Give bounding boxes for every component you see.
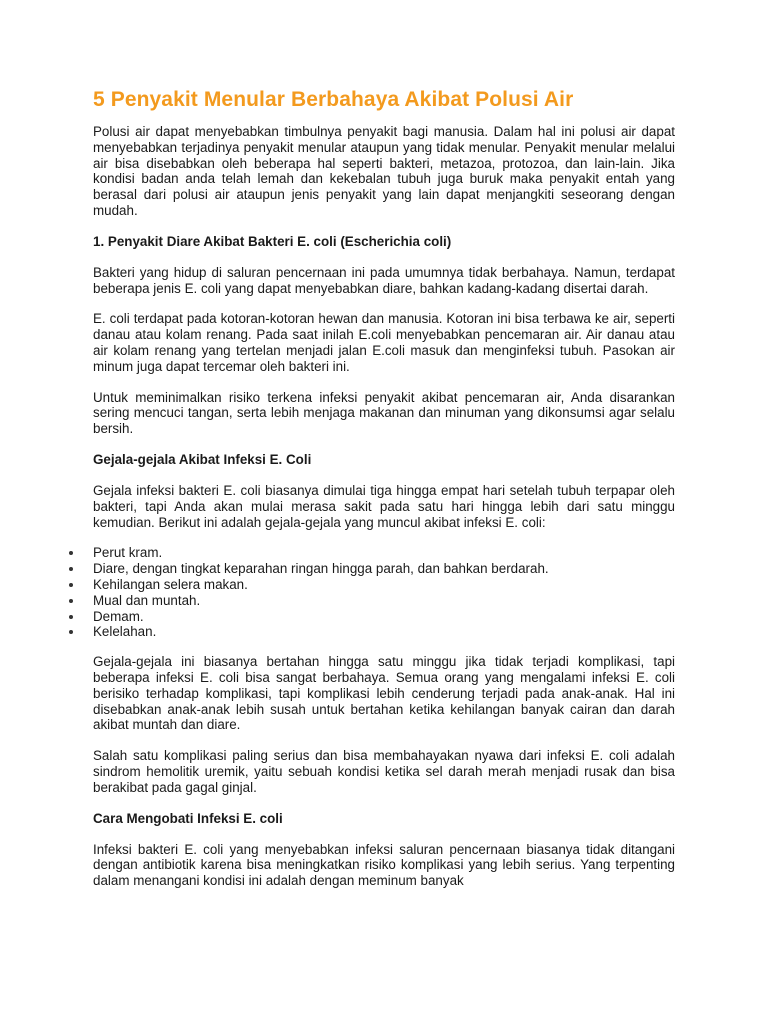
paragraph: E. coli terdapat pada kotoran-kotoran hewan dan manusia. Kotoran ini bisa terbawa ke air, seperti danau atau kolam renang. Pada saat inilah E.coli menyebabkan pencemaran air. Air danau atau air kolam renang yang tertelan menjadi jalan E.coli masuk dan menginfeksi tubuh. Pasokan air minum juga dapat tercemar oleh bakteri ini. bbox=[93, 311, 675, 374]
intro-paragraph: Polusi air dapat menyebabkan timbulnya penyakit bagi manusia. Dalam hal ini polusi air dapat menyebabkan terjadinya penyakit menular ataupun yang tidak menular. Penyakit menular melalui air bisa disebabkan oleh beberapa hal seperti bakteri, metazoa, protozoa, dan lain-lain. Jika kondisi badan anda telah lemah dan kekebalan tubuh juga buruk maka penyakit entah yang berasal dari polusi air ataupun jenis penyakit yang lain dapat menjangkiti seseorang dengan mudah. bbox=[93, 124, 675, 218]
bullet-icon bbox=[69, 615, 73, 619]
list-item: Diare, dengan tingkat keparahan ringan hingga parah, dan bahkan berdarah. bbox=[69, 561, 675, 577]
bullet-icon bbox=[69, 630, 73, 634]
list-item: Mual dan muntah. bbox=[69, 593, 675, 609]
list-item: Kelelahan. bbox=[69, 624, 675, 640]
list-item: Demam. bbox=[69, 609, 675, 625]
paragraph: Gejala-gejala ini biasanya bertahan hingga satu minggu jika tidak terjadi komplikasi, tapi beberapa infeksi E. coli bisa sangat berbahaya. Semua orang yang mengalami infeksi E. coli berisiko terhadap komplikasi, tapi komplikasi lebih cenderung terjadi pada anak-anak. Hal ini disebabkan anak-anak lebih susah untuk bertahan ketika kehilangan banyak cairan dan darah akibat muntah dan diare. bbox=[93, 654, 675, 733]
article-title: 5 Penyakit Menular Berbahaya Akibat Polusi Air bbox=[93, 88, 574, 111]
section-heading-gejala: Gejala-gejala Akibat Infeksi E. Coli bbox=[93, 451, 312, 467]
bullet-icon bbox=[69, 583, 73, 587]
paragraph: Bakteri yang hidup di saluran pencernaan ini pada umumnya tidak berbahaya. Namun, terdapat beberapa jenis E. coli yang dapat menyebabkan diare, bahkan kadang-kadang disertai darah. bbox=[93, 264, 675, 296]
paragraph: Untuk meminimalkan risiko terkena infeksi penyakit akibat pencemaran air, Anda disarankan sering mencuci tangan, serta lebih menjaga makanan dan minuman yang dikonsumsi agar selalu bersih. bbox=[93, 389, 675, 437]
bullet-icon bbox=[69, 551, 73, 555]
section-heading-diare: 1. Penyakit Diare Akibat Bakteri E. coli (Escherichia coli) bbox=[93, 233, 452, 249]
section-heading-pengobatan: Cara Mengobati Infeksi E. coli bbox=[93, 810, 283, 826]
symptom-list bbox=[69, 545, 675, 640]
paragraph: Salah satu komplikasi paling serius dan bisa membahayakan nyawa dari infeksi E. coli adalah sindrom hemolitik uremik, yaitu sebuah kondisi ketika sel darah merah menjadi rusak dan bisa berakibat pada gagal ginjal. bbox=[93, 748, 675, 795]
paragraph: Infeksi bakteri E. coli yang menyebabkan infeksi saluran pencernaan biasanya tidak ditangani dengan antibiotik karena bisa meningkatkan risiko komplikasi yang lebih serius. Yang terpenting dalam menangani kondisi ini adalah dengan meminum banyak bbox=[93, 841, 675, 889]
paragraph: Gejala infeksi bakteri E. coli biasanya dimulai tiga hingga empat hari setelah tubuh terpapar oleh bakteri, tapi Anda akan mulai merasa sakit pada satu hari hingga lebih dari satu minggu kemudian. Berikut ini adalah gejala-gejala yang muncul akibat infeksi E. coli: bbox=[93, 482, 675, 530]
bullet-icon bbox=[69, 567, 73, 571]
bullet-icon bbox=[69, 599, 73, 603]
article-body bbox=[93, 86, 675, 904]
list-item: Kehilangan selera makan. bbox=[69, 577, 675, 593]
list-item: Perut kram. bbox=[69, 545, 675, 561]
